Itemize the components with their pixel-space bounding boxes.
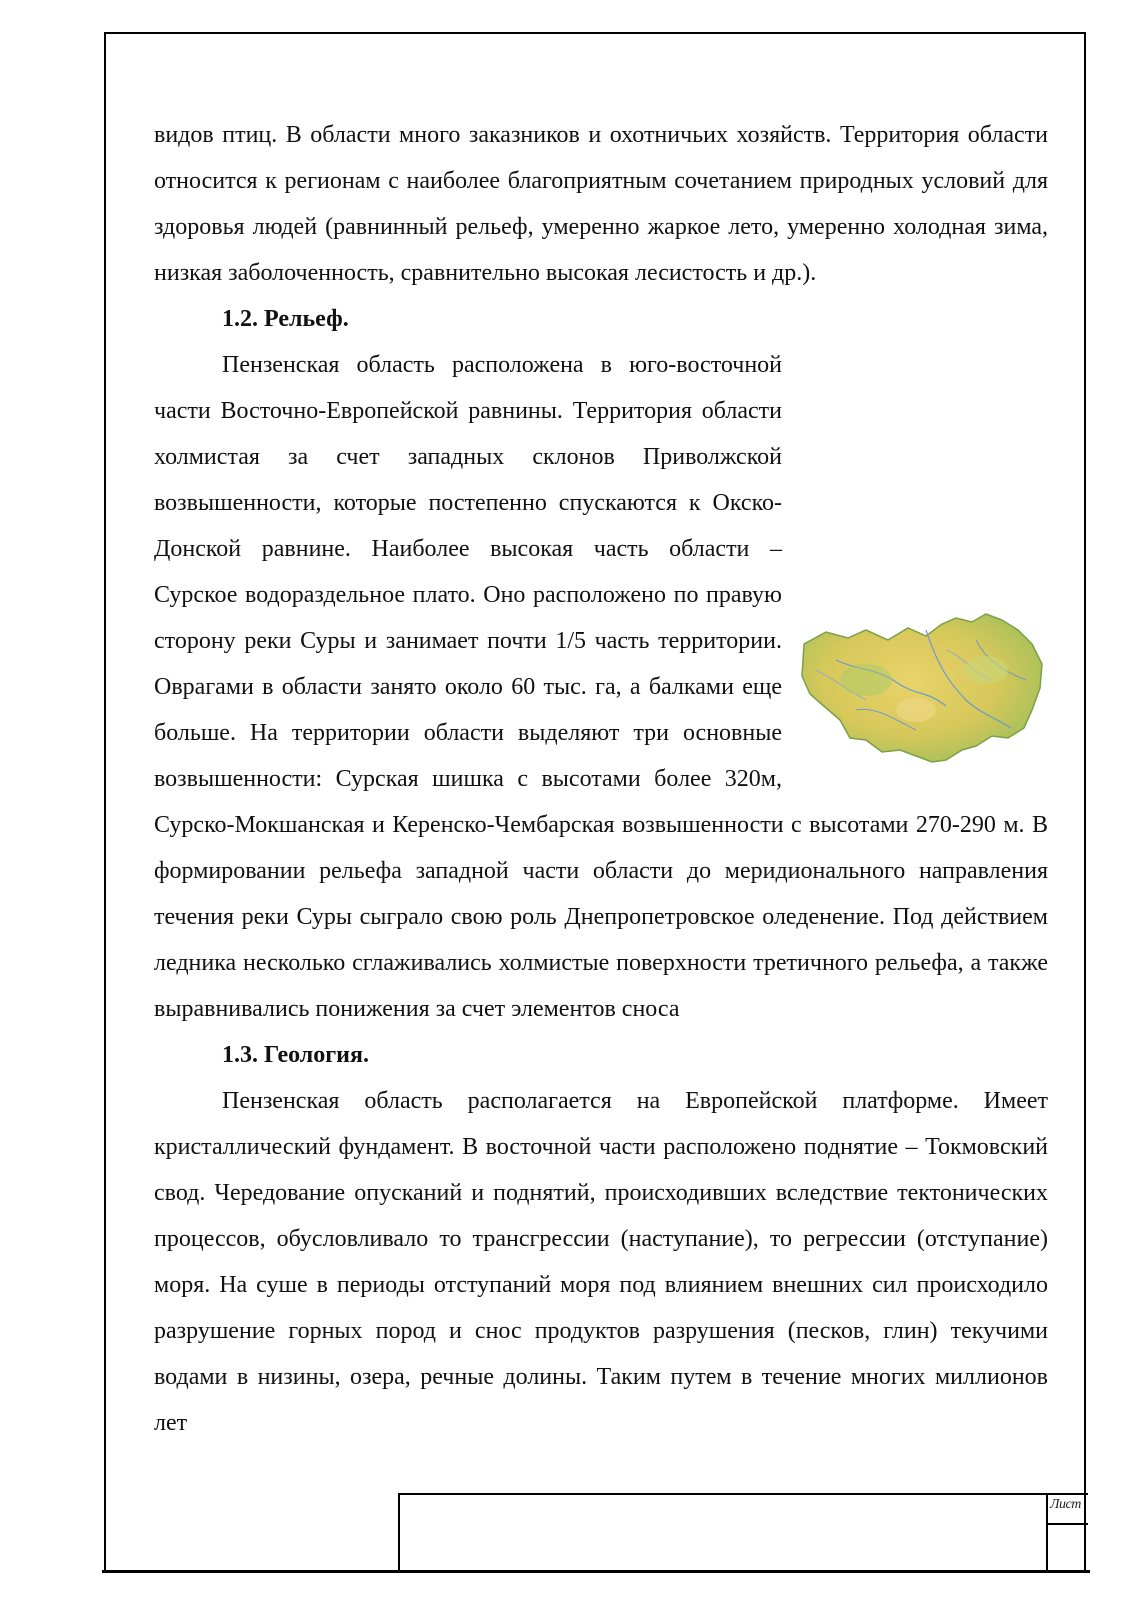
geology-heading: 1.3. Геология. — [222, 1042, 369, 1068]
sheet-number-cell — [1046, 1493, 1088, 1572]
geology-paragraph: Пензенская область располагается на Европейской платформе. Имеет кристаллический фундамент. В восточной части расположено поднятие – Токмовский свод. Чередование опусканий и поднятий, происходивших вследствие тектонических процессов, обусловливало то трансгрессии (наступание), то регрессии (отступание) моря. На суше в периоды отступаний моря под влиянием внешних сил происходило разрушение горных пород и снос продуктов разрушения (песков, глин) текучими водами в низины, озера, речные долины. Таким путем в течение многих миллионов лет — [154, 1088, 1048, 1436]
relief-heading: 1.2. Рельеф. — [222, 306, 349, 332]
intro-paragraph: видов птиц. В области много заказников и охотничьих хозяйств. Территория области относится к регионам с наиболее благоприятным сочетанием природных условий для здоровья людей (равнинный рельеф, умеренно жаркое лето, умеренно холодная зима, низкая заболоченность, сравнительно высокая лесистость и др.). — [154, 122, 1048, 286]
relief-map-image — [796, 610, 1048, 780]
sheet-label: Лист — [1050, 1497, 1081, 1512]
title-block — [398, 1493, 1048, 1572]
relief-paragraph: Пензенская область расположена в юго-восточной части Восточно-Европейской равнины. Территория области холмистая за счет западных склонов Приволжской возвышенности, которые постепенно спускаются к Окско-Донской равнине. Наиболее высокая часть области – Сурское водораздельное плато. Оно расположено по правую сторону реки Суры и занимает почти 1/5 часть территории. Оврагами в области занято около 60 тыс. га, а балками еще больше. На территории области выделяют три основные возвышенности: Сурская шишка с высотами более 320м, Сурско-Мокшанская и Керенско-Чембарская возвышенности с высотами 270-290 м. В формировании рельефа западной части области до меридионального направления течения реки Суры сыграло свою роль Днепропетровское оледенение. Под действием ледника несколько сглаживались холмистые поверхности третичного рельефа, а также выравнивались понижения за счет элементов сноса — [154, 352, 1048, 1022]
document-body — [154, 112, 1048, 1446]
map-icon — [796, 610, 1048, 780]
